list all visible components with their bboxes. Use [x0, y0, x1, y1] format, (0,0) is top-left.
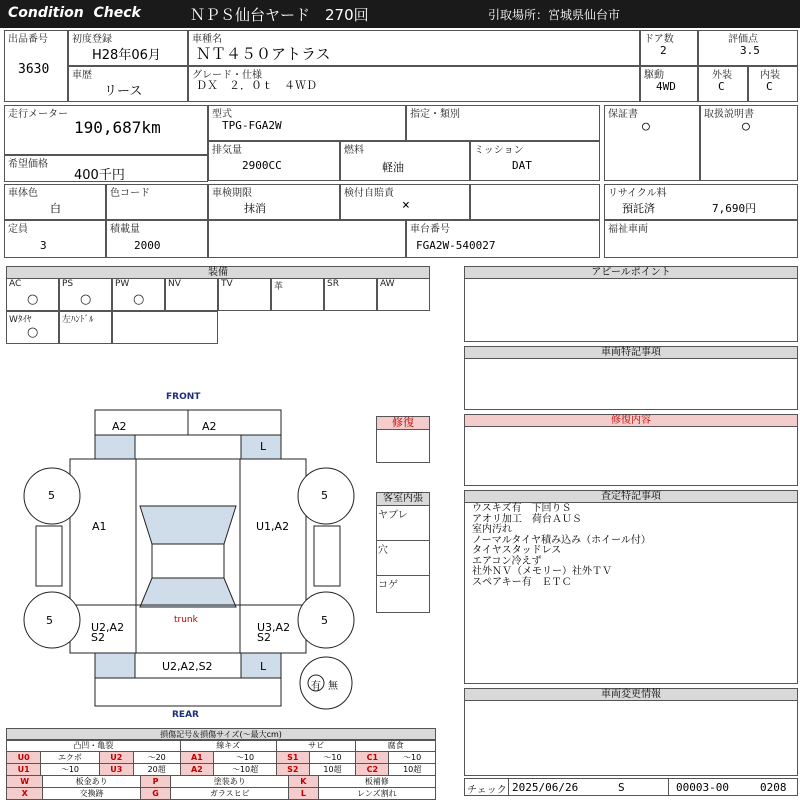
- zone-right-low-2: S2: [257, 631, 271, 644]
- legend-code: U0: [7, 752, 41, 764]
- drive-label: 駆動: [644, 70, 664, 81]
- spare-no: 無: [328, 681, 338, 692]
- equipment-cell: [112, 278, 165, 311]
- equipment-key: TV: [221, 279, 233, 289]
- class-label: 指定・類別: [410, 109, 460, 120]
- score-label: 評価点: [728, 34, 758, 45]
- check-date: 2025/06/26: [512, 781, 579, 794]
- zone-bottom: U2,A2,S2: [162, 660, 213, 673]
- legend-code: U3: [99, 764, 133, 776]
- legend-code: A1: [180, 752, 214, 764]
- load-label: 積載量: [110, 224, 140, 235]
- warranty-value: ○: [642, 119, 650, 134]
- pickup-location: 引取場所：宮城県仙台市: [488, 8, 621, 22]
- mission-label: ミッション: [474, 145, 524, 156]
- legend-code: U2: [99, 752, 133, 764]
- color-label: 車体色: [8, 188, 38, 199]
- lot-label: 出品番号: [8, 34, 48, 45]
- blank-cell-2: [208, 220, 406, 258]
- price-value: 400千円: [74, 168, 125, 183]
- code-label: 色コード: [110, 188, 150, 199]
- legend-code: U1: [7, 764, 41, 776]
- fuel-label: 燃料: [344, 145, 364, 156]
- meter-label: 走行メーター: [8, 109, 68, 120]
- equipment-key: 左ﾊﾝﾄﾞﾙ: [62, 315, 94, 325]
- legend-desc: 塗装あり: [171, 776, 289, 788]
- price-label: 希望価格: [8, 159, 48, 170]
- zone-left-mid: A1: [92, 520, 107, 533]
- grade-value: ＤＸ ２．０ｔ ４ＷＤ: [196, 79, 317, 92]
- tire-front-left: 5: [48, 489, 55, 502]
- equipment-cell: [377, 278, 430, 311]
- legend-desc: 10超: [389, 764, 436, 776]
- door-label: ドア数: [644, 34, 674, 45]
- inspect-note: 室内汚れ: [472, 524, 512, 535]
- legend-damage-table: [6, 739, 436, 776]
- history-value: リース: [104, 84, 143, 99]
- recycle-fee: 7,690円: [712, 202, 757, 215]
- zone-right-mid: U1,A2: [256, 520, 290, 533]
- zone-top-l: L: [260, 440, 267, 453]
- legend-desc: レンズ割れ: [318, 788, 435, 800]
- chassis-value: FGA2W-540027: [416, 239, 496, 252]
- inspect-value: 抹消: [244, 202, 266, 215]
- interior-item: ヤブレ: [378, 510, 408, 521]
- legend-group: 線キズ: [180, 740, 276, 752]
- change-box: [464, 700, 798, 776]
- zone-right-low: U3,A2: [257, 621, 291, 634]
- legend-title: 損傷記号＆損傷サイズ(～最大cm): [6, 728, 436, 741]
- equipment-blank: [112, 311, 218, 344]
- reg-label: 初度登録: [72, 34, 112, 45]
- equipment-key: PW: [115, 279, 130, 289]
- load-value: 2000: [134, 239, 161, 252]
- int-value: C: [766, 80, 773, 93]
- equipment-cell: [165, 278, 218, 311]
- legend-code: L: [289, 788, 318, 800]
- equipment-key: AW: [380, 279, 395, 289]
- legend-code: S1: [276, 752, 309, 764]
- legend-code: K: [289, 776, 318, 788]
- drive-value: 4WD: [656, 80, 676, 93]
- chassis-label: 車台番号: [410, 224, 450, 235]
- legend-desc: ～10超: [214, 764, 277, 776]
- auction-title: ＮＰＳ仙台ヤード 270回: [190, 6, 369, 24]
- grade-label: グレード・仕様: [192, 70, 262, 81]
- footer-divider-1: [508, 778, 509, 796]
- zone-left-low: U2,A2: [91, 621, 125, 634]
- interior-item: 穴: [378, 545, 388, 556]
- equipment-cell: [324, 278, 377, 311]
- legend-desc: 20超: [133, 764, 180, 776]
- legend-code: S2: [276, 764, 309, 776]
- rear-label: REAR: [172, 710, 199, 720]
- legend-desc: ～10: [41, 764, 99, 776]
- legend-group: サビ: [276, 740, 355, 752]
- legend-desc: ガラスヒビ: [171, 788, 289, 800]
- inspect-note: 社外ＮＶ（メモリー）社外ＴＶ: [472, 566, 612, 577]
- vehicle-name: ＮＴ４５０アトラス: [196, 45, 331, 63]
- legend-code: W: [7, 776, 43, 788]
- disp-value: 2900CC: [242, 159, 282, 172]
- trunk-label: trunk: [174, 615, 198, 625]
- equipment-cell: [6, 311, 59, 344]
- fuel-value: 軽油: [382, 161, 404, 174]
- model-label: 型式: [212, 109, 232, 120]
- repair-title: 修復: [376, 416, 430, 430]
- equipment-title: 装備: [6, 266, 430, 279]
- inspect-note: アオリ加工 荷台ＡＵＳ: [472, 513, 582, 525]
- repair-detail-title: 修復内容: [464, 414, 798, 427]
- int-label: 内装: [760, 70, 780, 81]
- legend-group: 凸凹・亀裂: [7, 740, 181, 752]
- equipment-key: NV: [168, 279, 181, 289]
- lot-number: 3630: [18, 62, 50, 77]
- equipment-value: ○: [27, 325, 39, 340]
- inspect-note: ノーマルタイヤ積み込み（ホイール付）: [472, 534, 651, 546]
- zone-top-right: A2: [202, 420, 217, 433]
- equipment-key: AC: [9, 279, 22, 289]
- legend-code: C1: [356, 752, 389, 764]
- interior-title: 客室内張: [376, 492, 430, 506]
- legend-code: A2: [180, 764, 214, 776]
- spare-yes: 有: [311, 681, 321, 692]
- tire-rear-left: 5: [46, 614, 53, 627]
- equipment-cell: [271, 278, 324, 311]
- tire-rear-right: 5: [321, 614, 328, 627]
- legend-desc: ～10: [389, 752, 436, 764]
- equipment-cell: [6, 278, 59, 311]
- equipment-key: 革: [274, 282, 284, 292]
- insurance-value: ×: [402, 198, 410, 213]
- manual-value: ○: [742, 119, 750, 134]
- ext-label: 外装: [712, 70, 732, 81]
- insurance-label: 検付自賠責: [344, 188, 394, 199]
- footer-divider-2: [668, 778, 669, 796]
- legend-desc: 板補修: [318, 776, 435, 788]
- equipment-cell: [59, 278, 112, 311]
- legend-desc: ～10: [309, 752, 356, 764]
- name-label: 車種名: [192, 34, 222, 45]
- legend-desc: エクボ: [41, 752, 99, 764]
- equipment-key: SR: [327, 279, 339, 289]
- repair-detail-box: [464, 426, 798, 486]
- legend-desc: 10超: [309, 764, 356, 776]
- appeal-title: アピールポイント: [464, 266, 798, 279]
- inspect-note: ウスキズ有 下回りＳ: [472, 503, 572, 514]
- blank-cell-1: [470, 184, 600, 220]
- inspect-label: 車検期限: [212, 188, 252, 199]
- tire-front-right: 5: [321, 489, 328, 502]
- door-value: 2: [660, 44, 667, 57]
- interior-box: [376, 505, 430, 613]
- check-num: 0208: [760, 781, 787, 794]
- warranty-label: 保証書: [608, 109, 638, 120]
- equipment-value: ○: [27, 292, 39, 307]
- legend-desc: ～20: [133, 752, 180, 764]
- zone-bottom-l: L: [260, 660, 267, 673]
- repair-box: [376, 429, 430, 463]
- brand-title: Condition Check: [8, 5, 141, 21]
- equipment-value: ○: [133, 292, 145, 307]
- capacity-label: 定員: [8, 224, 28, 235]
- welfare-label: 福祉車両: [608, 224, 648, 235]
- equipment-cell: [218, 278, 271, 311]
- legend-code: P: [140, 776, 170, 788]
- inspect-notes-title: 査定特記事項: [464, 490, 798, 503]
- front-label: FRONT: [166, 392, 201, 402]
- legend-desc: 板金あり: [43, 776, 140, 788]
- zone-left-low-2: S2: [91, 631, 105, 644]
- capacity-value: 3: [40, 239, 47, 252]
- appeal-box: [464, 278, 798, 342]
- special-title: 車両特記事項: [464, 346, 798, 359]
- zone-top-left: A2: [112, 420, 127, 433]
- legend-code: C2: [356, 764, 389, 776]
- color-value: 白: [50, 202, 61, 215]
- special-box: [464, 358, 798, 410]
- disp-label: 排気量: [212, 145, 242, 156]
- mission-value: DAT: [512, 159, 532, 172]
- recycle-label: リサイクル料: [608, 188, 667, 199]
- reg-value: H28年06月: [92, 48, 161, 63]
- legend-desc: 交換跡: [43, 788, 140, 800]
- legend-group: 腐食: [356, 740, 436, 752]
- legend-code: G: [140, 788, 170, 800]
- check-code: 00003-00: [676, 781, 729, 794]
- check-label: チェック: [467, 785, 507, 796]
- meter-value: 190,687km: [74, 118, 161, 137]
- legend-code: X: [7, 788, 43, 800]
- legend-repair-table: [6, 775, 436, 800]
- model-value: TPG-FGA2W: [222, 119, 282, 132]
- inspect-note: エアコン冷えず: [472, 555, 542, 567]
- inspect-notes-list: [472, 504, 651, 588]
- check-grade: S: [618, 781, 625, 794]
- equipment-cell: [59, 311, 112, 344]
- score-value: 3.5: [740, 44, 760, 57]
- equipment-key: Wﾀｲﾔ: [9, 315, 32, 325]
- equipment-key: PS: [62, 279, 74, 289]
- legend-desc: ～10: [214, 752, 277, 764]
- interior-item: コゲ: [378, 580, 398, 591]
- change-title: 車両変更情報: [464, 688, 798, 701]
- history-label: 車歴: [72, 70, 92, 81]
- inspect-note: スペアキー有 ＥＴＣ: [472, 576, 572, 588]
- inspect-note: タイヤスタッドレス: [472, 545, 562, 556]
- ext-value: C: [718, 80, 725, 93]
- manual-label: 取扱説明書: [704, 109, 754, 120]
- equipment-value: ○: [80, 292, 92, 307]
- recycle-status: 預託済: [622, 202, 655, 215]
